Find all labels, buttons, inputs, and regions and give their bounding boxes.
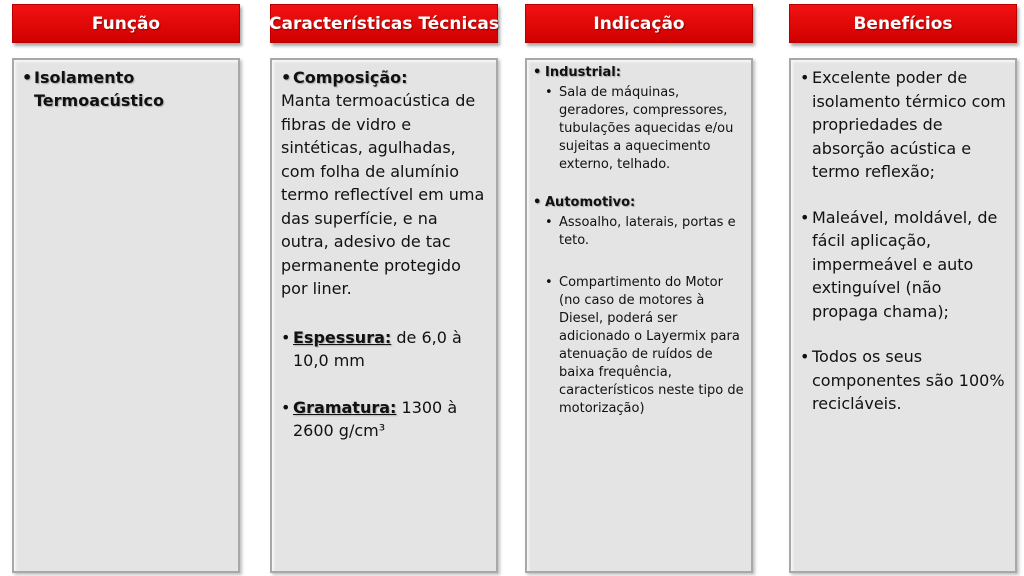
industrial-item: • Sala de máquinas, geradores, compressores, tubulações aquecidas e/ou sujeitas a aquecimento externo, telhado. — [533, 84, 747, 174]
automotivo-label-row — [533, 194, 747, 212]
espessura-row — [281, 326, 490, 373]
beneficio-item-2: • Maleável, moldável, de fácil aplicação, impermeável e auto extinguível (não propaga chama); — [800, 206, 1009, 324]
industrial-label: Industrial: — [545, 65, 621, 80]
column-indicacao — [525, 4, 753, 573]
panel-beneficios — [789, 58, 1017, 573]
funcao-item-text: Isolamento Termoacústico — [34, 68, 164, 110]
automotivo-item-1: • Assoalho, laterais, portas e teto. — [533, 214, 747, 250]
composicao-label: Composição: — [293, 68, 408, 87]
gramatura-label: Gramatura: — [293, 397, 397, 417]
composicao-label-row — [281, 66, 490, 89]
gramatura-row — [281, 396, 490, 443]
beneficio-item-1: • Excelente poder de isolamento térmico com propriedades de absorção acústica e termo reflexão; — [800, 66, 1009, 184]
panel-funcao — [12, 58, 240, 573]
automotivo-label: Automotivo: — [545, 195, 636, 210]
header-beneficios: Benefícios — [789, 4, 1017, 43]
espessura-label: Espessura: — [293, 327, 392, 347]
composicao-text: Manta termoacústica de fibras de vidro e sintéticas, agulhadas, com folha de alumínio termo reflectível em uma das superfície, e na outra, adesivo de tac permanente protegido por liner. — [281, 91, 485, 298]
header-indicacao: Indicação — [525, 4, 753, 43]
column-caracteristicas — [270, 4, 498, 573]
gramatura-value: 1300 à 2600 g/cm³ — [293, 397, 458, 440]
header-caracteristicas: Características Técnicas — [270, 4, 498, 43]
column-beneficios — [789, 4, 1017, 573]
espessura-value: de 6,0 à 10,0 mm — [293, 327, 462, 370]
beneficio-item-3: • Todos os seus componentes são 100% recicláveis. — [800, 345, 1009, 416]
automotivo-item-2: • Compartimento do Motor (no caso de motores à Diesel, poderá ser adicionado o Layermix para atenuação de ruídos de baixa frequência, característicos neste tipo de motorização) — [533, 274, 747, 418]
column-funcao — [12, 4, 240, 573]
industrial-label-row — [533, 64, 747, 82]
funcao-item — [22, 66, 230, 112]
header-funcao: Função — [12, 4, 240, 43]
panel-indicacao — [525, 58, 753, 573]
panel-caracteristicas — [270, 58, 498, 573]
